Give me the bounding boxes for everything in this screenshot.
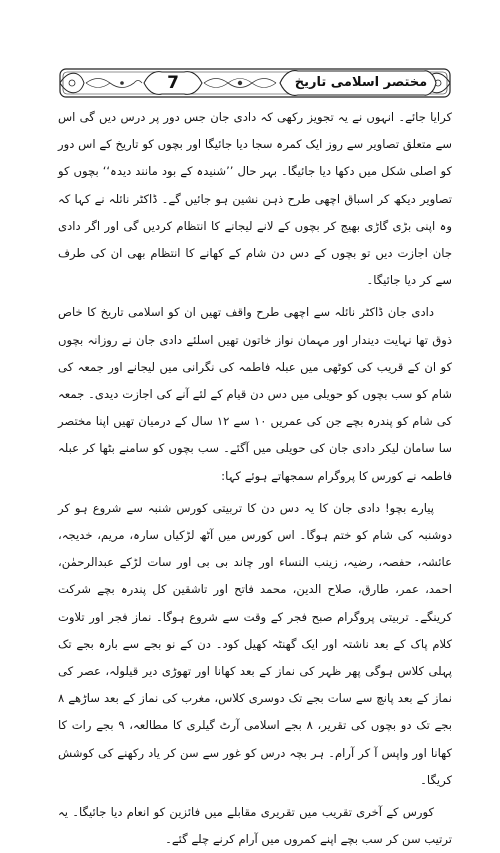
page-number: 7 (167, 73, 179, 93)
page-header (58, 66, 452, 100)
paragraph-2: دادی جان ڈاکٹر نائلہ سے اچھی طرح واقف تھیں ان کو اسلامی تاریخ کا خاص ذوق تھا نہایت دیندار اور مہمان نواز خاتون تھیں اسلئے دادی جان نے روزانہ بچوں کو ان کے قریب کی کوٹھی میں عبلہ فاطمہ کی نگرانی میں لیجانے اور جمعہ کی شام کو سب بچوں کو حویلی میں دس دن قیام کے لئے آنے کی اجازت دیدی۔ جمعہ کی شام کو پندرہ بچے جن کی عمریں ۱۰ سے ۱۲ سال کے درمیان تھیں اپنا مختصر سا سامان لیکر دادی جان کی حویلی میں آگئے۔ سب بچوں کو سامنے بٹھا کر عبلہ فاطمہ نے کورس کا پروگرام سمجھاتے ہوئے کہا: (58, 305, 452, 483)
paragraph-3: پیارے بچو! دادی جان کا یہ دس دن کا تربیتی کورس شنبہ سے شروع ہو کر دوشنبہ کی شام کو ختم ہوگا۔ اس کورس میں آٹھ لڑکیاں سارہ، مریم، خدیجہ، عائشہ، حفصہ، رضیہ، زینب النساء اور چاند بی بی اور سات لڑکے عبدالرحمٰن، احمد، عمر، طارق، صلاح الدین، محمد فاتح اور تاشقین کل پندرہ بچے شرکت کرینگے۔ تربیتی پروگرام صبح فجر کے وقت سے شروع ہوگا۔ نماز فجر اور تلاوت کلام پاک کے بعد ناشتہ اور ایک گھنٹہ کھیل کود۔ دن کے نو بجے سے بارہ بجے تک پہلی کلاس ہوگی پھر ظہر کی نماز کے بعد کھانا اور تھوڑی دیر قیلولہ، عصر کی نماز کے بعد پانچ سے سات بجے تک دوسری کلاس، مغرب کی نماز کے بعد ساڑھے ۸ بجے تک دو بچوں کی تقریر، ۸ بجے اسلامی آرٹ گیلری کا مطالعہ، ۹ بجے رات کا کھانا اور واپس آ کر آرام۔ ہر بچہ درس کو غور سے سن کر یاد رکھنے کی کوشش کریگا۔ (58, 500, 452, 787)
paragraph-4: کورس کے آخری تقریب میں تقریری مقابلے میں فائزین کو انعام دیا جائیگا۔ یہ ترتیب سن کر سب بچے اپنے کمروں میں آرام کرنے چلے گئے۔ (58, 805, 452, 847)
body-text (58, 104, 452, 847)
running-title: مختصر اسلامی تاریخ (294, 75, 428, 90)
paragraph-1: کرایا جائے۔ انہوں نے یہ تجویز رکھی کہ دادی جان جس دور پر درس دیں گی اس سے متعلق تصاویر سے روز ایک کمرہ سجا دیا جائیگا اور بچوں کو تاریخ کے اس دور کو اصلی شکل میں دکھا دیا جائیگا۔ بہر حال ’’شنیدہ کے بود مانند دیدہ‘‘ بچوں کو تصاویر دیکھ کر اسباق اچھی طرح ذہن نشین ہو جائیں گے۔ ڈاکٹر نائلہ نے کہا کہ وہ اپنی بڑی گاڑی بھیج کر بچوں کے لانے لیجانے کا انتظام کردیں گی اور اگر دادی جان اجازت دیں تو بچوں کے دس دن شام کے کھانے کا انتظام بھی ان کی طرف سے کر دیا جائیگا۔ (58, 110, 452, 288)
